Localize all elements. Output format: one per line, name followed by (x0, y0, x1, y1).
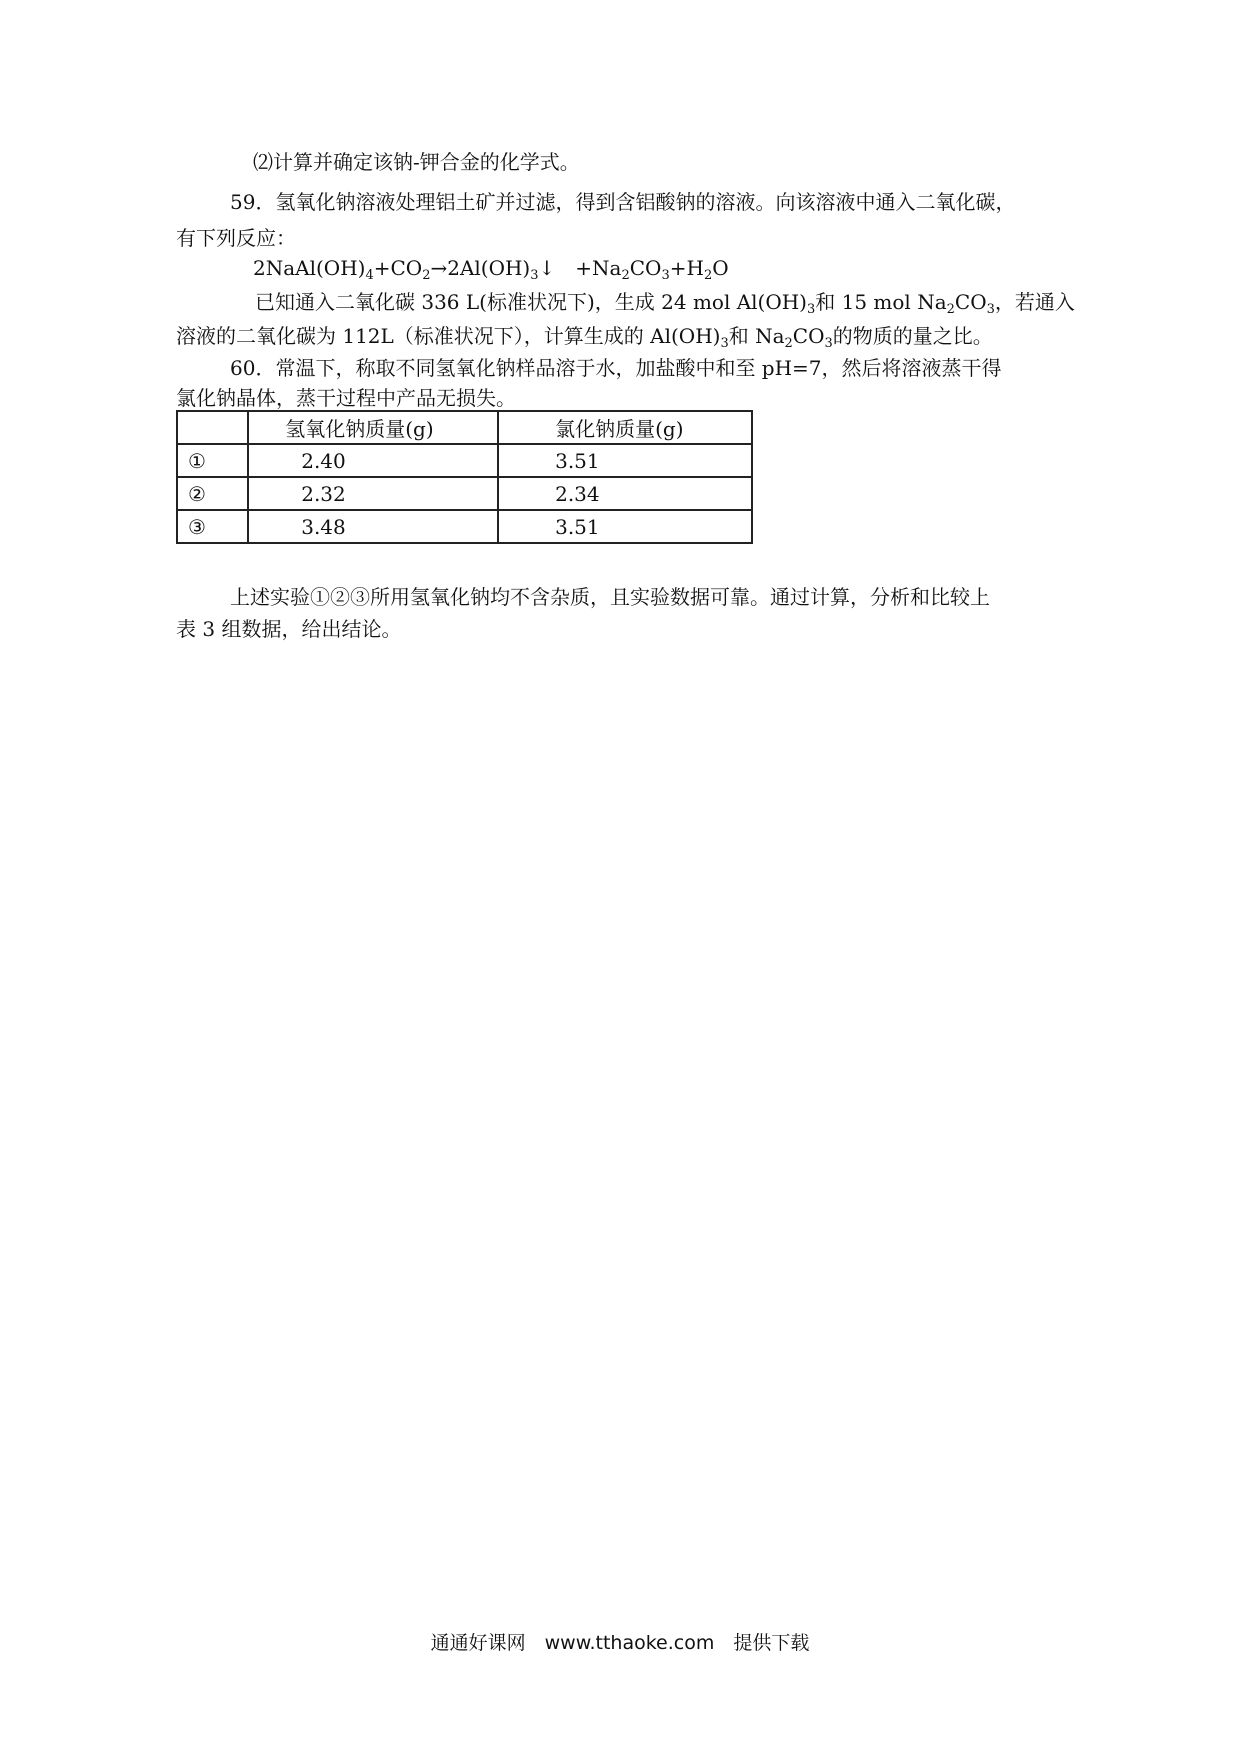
question-60-line1: 60．常温下，称取不同氢氧化钠样品溶于水，加盐酸中和至 pH=7，然后将溶液蒸干得 (230, 356, 1002, 380)
table-cell: 3.48 (248, 510, 498, 543)
data-table (176, 410, 753, 544)
table-cell: 3.51 (498, 510, 752, 543)
question-58-part2: ⑵计算并确定该钠-钾合金的化学式。 (253, 150, 580, 174)
question-59-line2: 有下列反应： (176, 226, 296, 250)
table-row (177, 444, 752, 477)
table-header-cell: 氢氧化钠质量(g) (248, 411, 498, 444)
question-59-line1: 59．氢氧化钠溶液处理铝土矿并过滤，得到含铝酸钠的溶液。向该溶液中通入二氧化碳， (230, 190, 1016, 214)
table-header-row (177, 411, 752, 444)
table-header-cell (177, 411, 248, 444)
question-59-line5: 溶液的二氧化碳为 112L（标准状况下），计算生成的 $Al(OH)_3$和 $Na_2CO_3$的物质的量之比。 (176, 324, 993, 351)
question-59-line4: 已知通入二氧化碳 336 L(标准状况下)，生成 24 mol $Al(OH)_3$和 15 mol $Na_2CO_3$，若通入 (255, 290, 1075, 317)
conclusion-prompt-line1: 上述实验①②③所用氢氧化钠均不含杂质，且实验数据可靠。通过计算，分析和比较上 (230, 585, 990, 609)
page-footer: 通通好课网 www.tthaoke.com 提供下载 (430, 1632, 810, 1654)
table-cell: ② (177, 477, 248, 510)
table-row (177, 477, 752, 510)
table-row (177, 510, 752, 543)
table-cell: 2.34 (498, 477, 752, 510)
question-60-line2: 氯化钠晶体，蒸干过程中产品无损失。 (176, 386, 516, 410)
table-cell: 2.40 (248, 444, 498, 477)
table-cell: ③ (177, 510, 248, 543)
table-cell: 2.32 (248, 477, 498, 510)
reaction-equation: $2NaAl(OH)_4+CO_2\to 2Al(OH)_3↓$ $+Na_2CO_3+H_2O$ (253, 256, 729, 283)
conclusion-prompt-line2: 表 3 组数据，给出结论。 (176, 617, 402, 641)
table-header-cell: 氯化钠质量(g) (498, 411, 752, 444)
table-cell: ① (177, 444, 248, 477)
table-cell: 3.51 (498, 444, 752, 477)
